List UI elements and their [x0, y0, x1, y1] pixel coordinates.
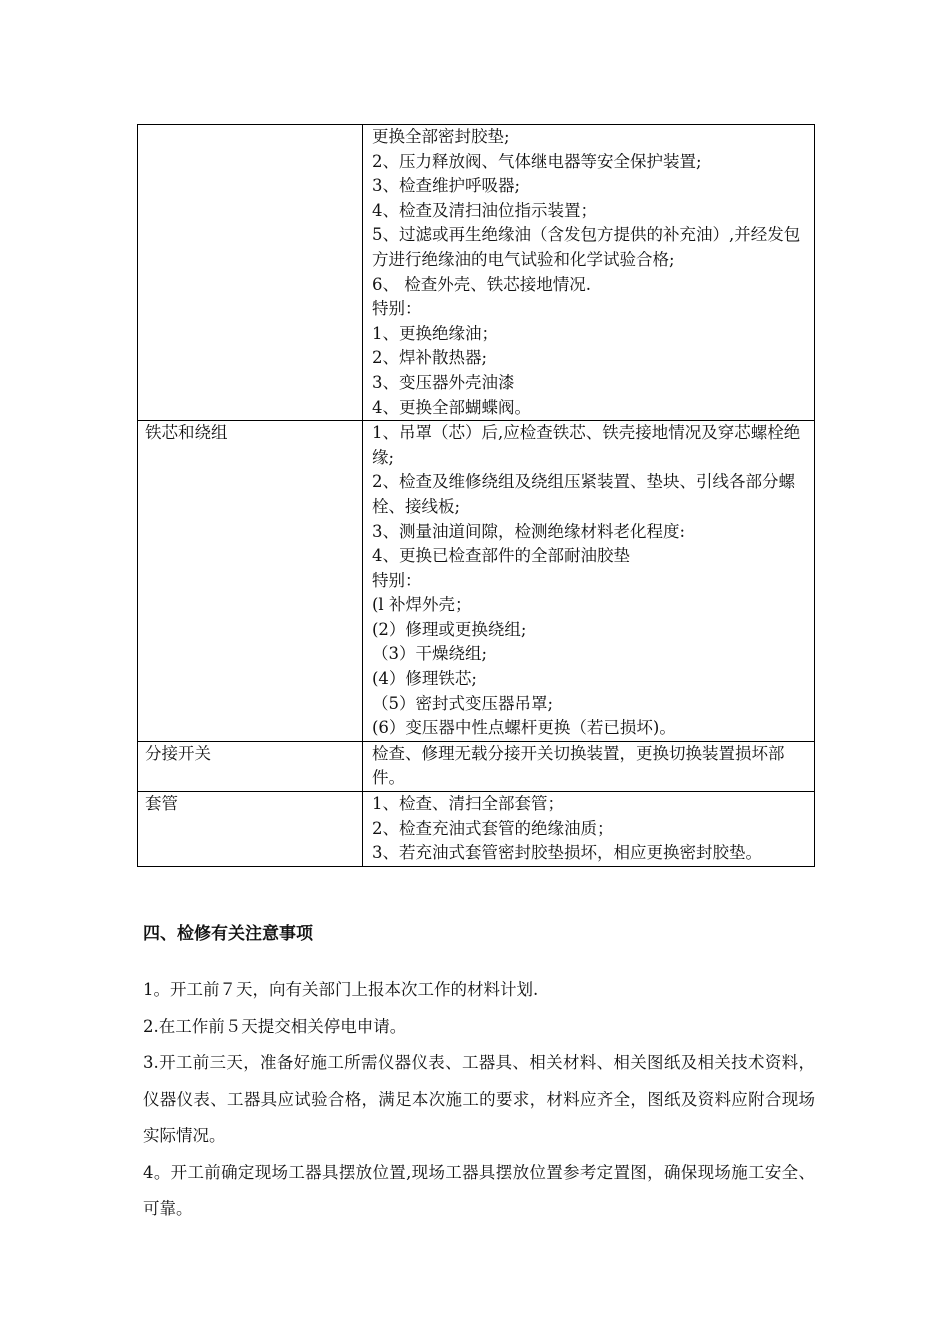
list-item: 检查、修理无载分接开关切换装置，更换切换装置损坏部件。 [372, 743, 785, 788]
table-row [138, 421, 815, 742]
list-item: 2、检查充油式套管的绝缘油质； [372, 818, 614, 838]
list-item: 4、更换全部蝴蝶阀。 [372, 397, 531, 417]
list-item: (4）修理铁芯; [372, 669, 477, 689]
table-cell-category: 套管 [138, 792, 363, 867]
list-item: 4、检查及清扫油位指示装置； [372, 200, 597, 220]
list-item: 3、检查维护呼吸器; [372, 176, 521, 196]
notes-list [143, 972, 815, 1228]
section-heading: 四、检修有关注意事项 [143, 924, 313, 944]
note-paragraph: 3.开工前三天，准备好施工所需仪器仪表、工器具、相关材料、相关图纸及相关技术资料，仪器仪表、工器具应试验合格，满足本次施工的要求，材料应齐全，图纸及资料应附合现场实际情况。 [143, 1053, 815, 1145]
list-item: 特别： [372, 570, 422, 590]
maintenance-items-table [137, 124, 815, 867]
list-item: 6、 检查外壳、铁芯接地情况. [372, 274, 591, 294]
list-item: (l 补焊外壳； [372, 595, 472, 615]
list-item: 特别： [372, 299, 422, 319]
note-paragraph: 1。开工前７天，向有关部门上报本次工作的材料计划. [143, 980, 539, 999]
list-item: 3、变压器外壳油漆 [372, 372, 515, 392]
table-cell-content [363, 125, 815, 421]
list-item: 1、更换绝缘油； [372, 323, 498, 343]
table-cell-content [363, 741, 815, 791]
list-item: 3、若充油式套管密封胶垫损坏，相应更换密封胶垫。 [372, 843, 762, 863]
list-item: 2、压力释放阀、气体继电器等安全保护装置; [372, 151, 702, 171]
table-cell-content [363, 792, 815, 867]
table-row [138, 792, 815, 867]
note-paragraph: 2.在工作前５天提交相关停电申请。 [143, 1016, 407, 1036]
list-item: 更换全部密封胶垫; [372, 127, 510, 146]
list-item: 2、焊补散热器; [372, 348, 488, 368]
list-item: 1、检查、清扫全部套管； [372, 794, 564, 814]
list-item: (2）修理或更换绕组; [372, 619, 527, 639]
list-item: （5）密封式变压器吊罩; [372, 693, 554, 713]
table-cell-content [363, 421, 815, 742]
list-item: （3）干燥绕组; [372, 644, 488, 664]
list-item: 4、更换已检查部件的全部耐油胶垫 [372, 546, 630, 566]
list-item: 2、检查及维修绕组及绕组压紧装置、垫块、引线各部分螺栓、接线板; [372, 472, 795, 516]
list-item: 1、吊罩（芯）后,应检查铁芯、铁壳接地情况及穿芯螺栓绝缘; [372, 423, 801, 467]
table-cell-category: 铁芯和绕组 [138, 421, 363, 742]
list-item: (6）变压器中性点螺杆更换（若已损坏)。 [372, 718, 676, 738]
table-cell-category [138, 125, 363, 421]
table-row [138, 125, 815, 421]
table-row [138, 741, 815, 791]
list-item: 3、测量油道间隙，检测绝缘材料老化程度: [372, 521, 686, 541]
note-paragraph: 4。开工前确定现场工器具摆放位置,现场工器具摆放位置参考定置图，确保现场施工安全、可靠。 [143, 1162, 815, 1218]
table-cell-category: 分接开关 [138, 741, 363, 791]
list-item: 5、过滤或再生绝缘油（含发包方提供的补充油）,并经发包方进行绝缘油的电气试验和化学试验合格; [372, 225, 801, 269]
